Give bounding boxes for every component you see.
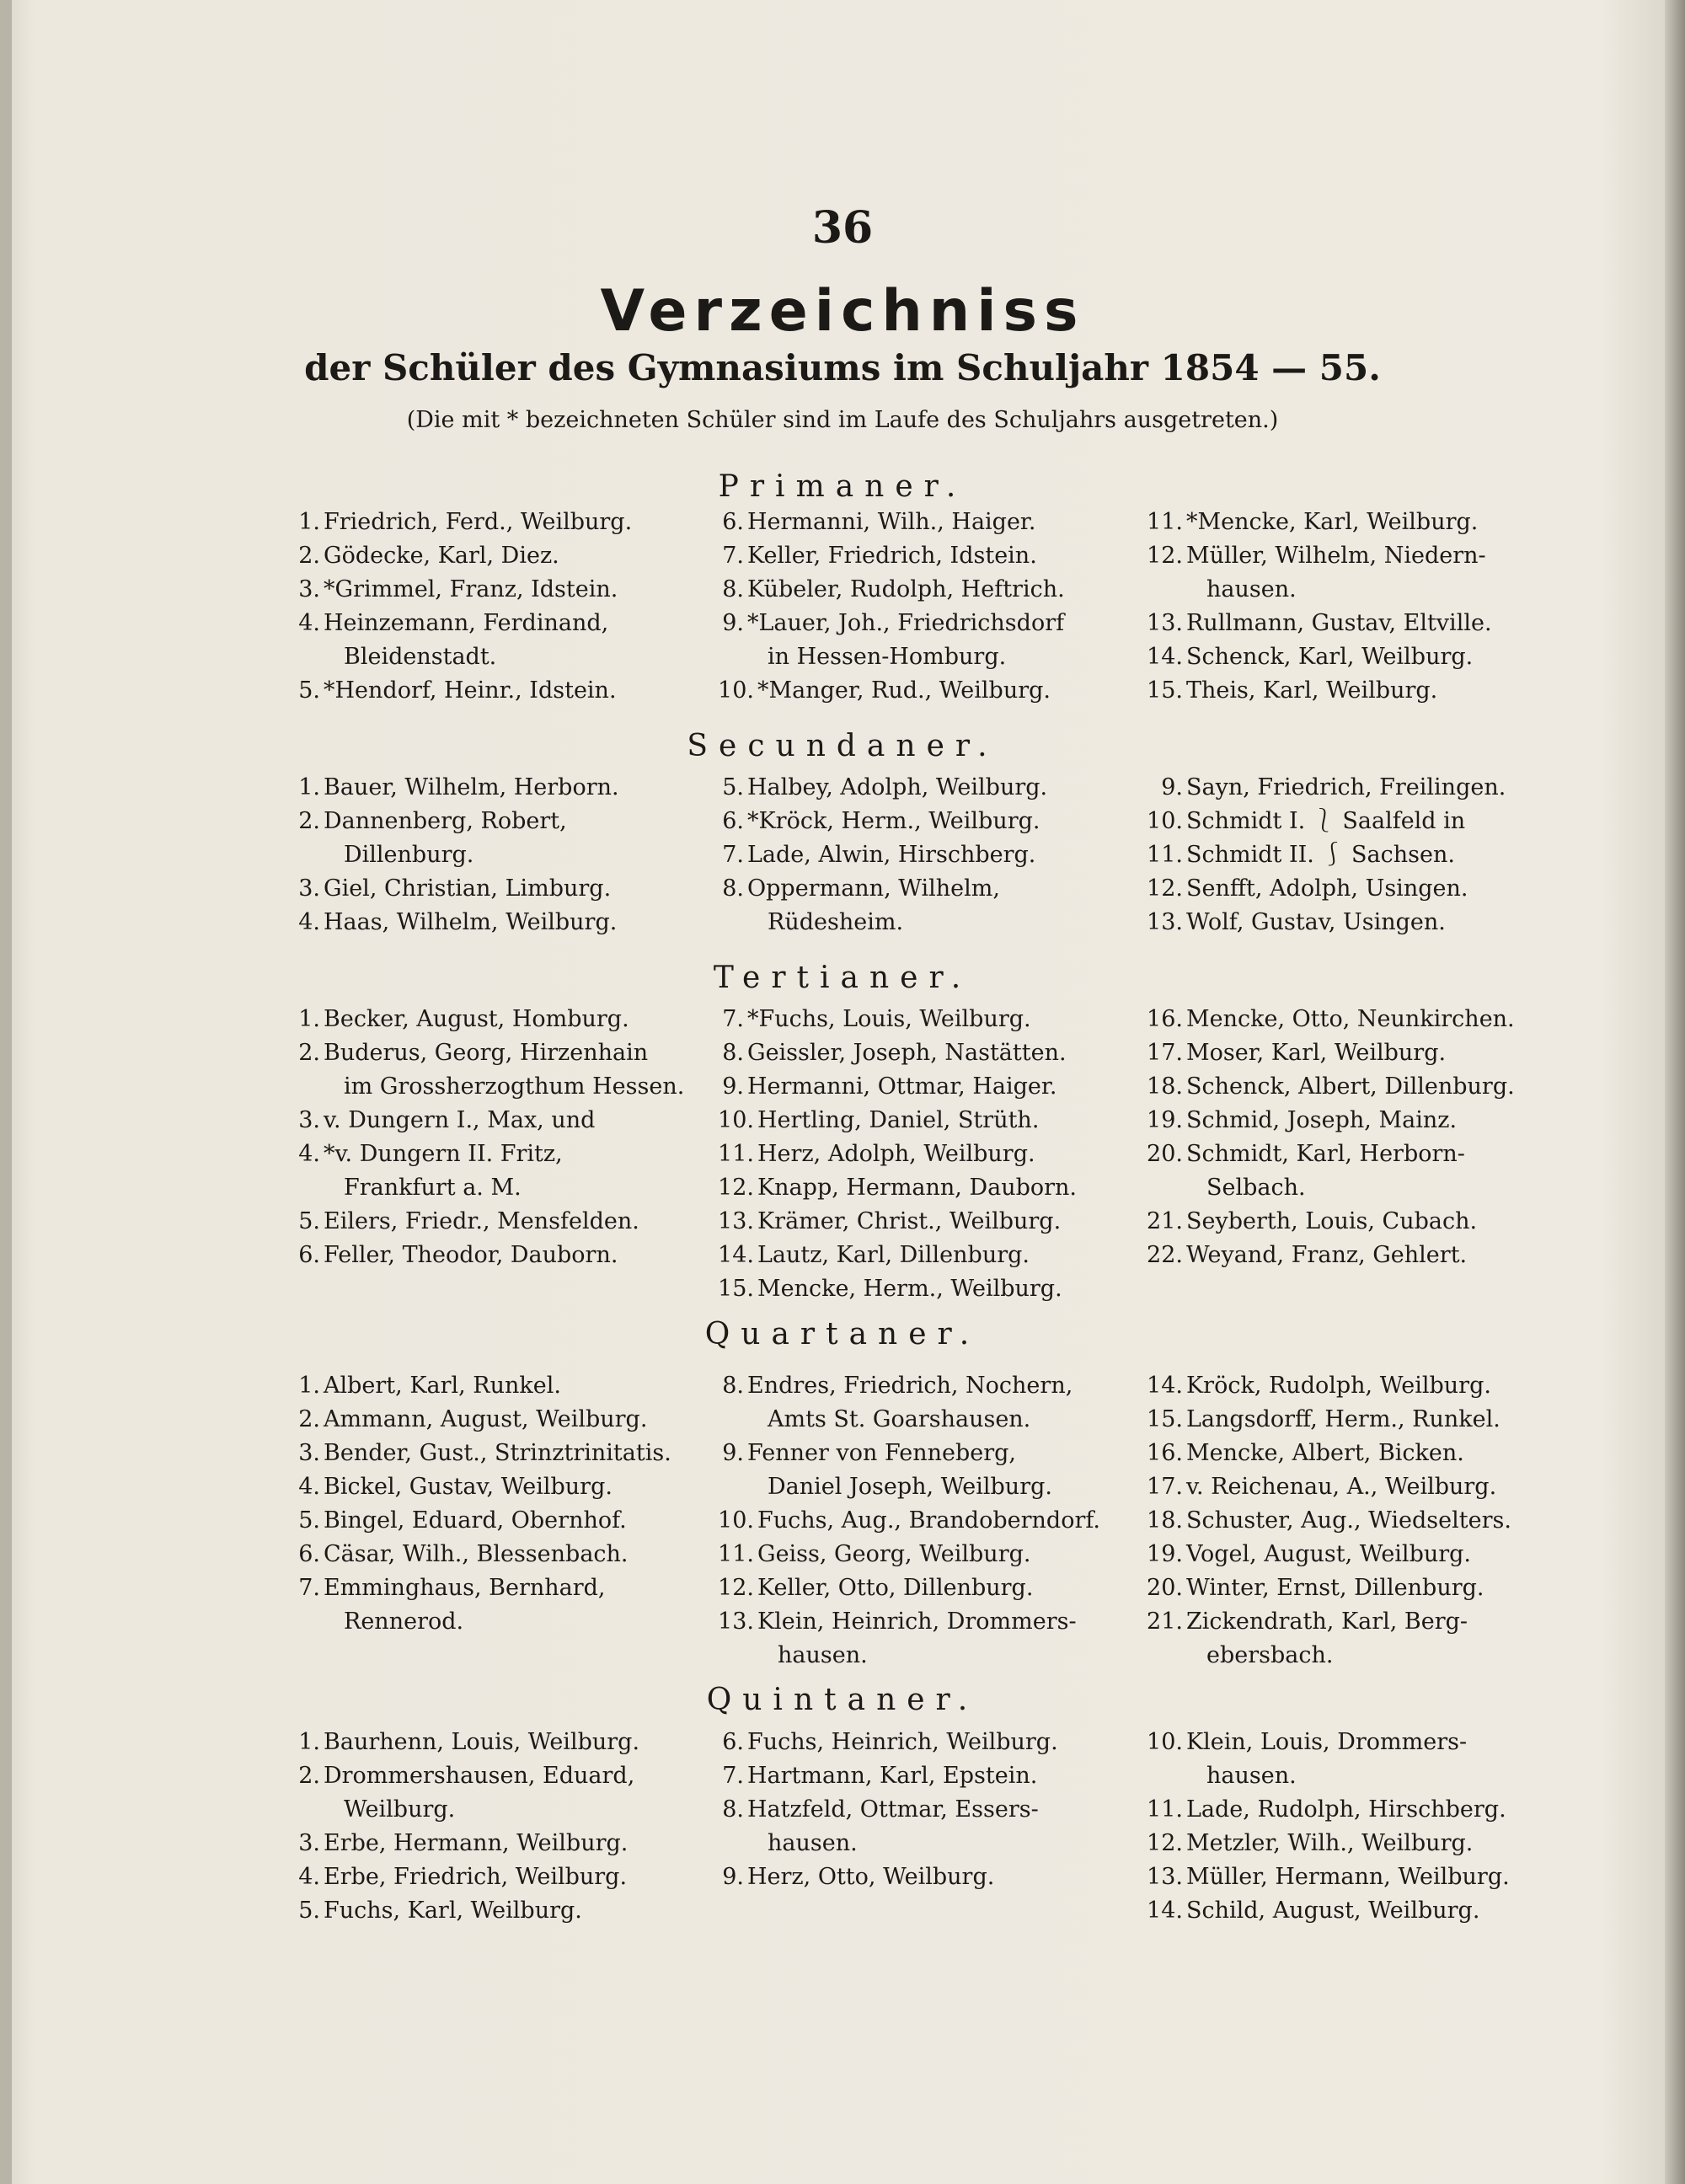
student-name: Schild, August, Weilburg. <box>1186 1898 1480 1924</box>
student-name: v. Reichenau, A., Weilburg. <box>1186 1474 1497 1500</box>
student-name: Theis, Karl, Weilburg. <box>1186 677 1438 704</box>
student-name: *Fuchs, Louis, Weilburg. <box>747 1006 1031 1032</box>
student-name: Lade, Rudolph, Hirschberg. <box>1186 1796 1506 1823</box>
student-name: Ammann, August, Weilburg. <box>324 1406 648 1432</box>
entry-number: 4. <box>298 610 320 636</box>
student-name: Cäsar, Wilh., Blessenbach. <box>324 1541 629 1567</box>
list-item <box>286 1571 758 1639</box>
student-column <box>710 506 1182 708</box>
student-name: Becker, August, Homburg. <box>324 1006 629 1032</box>
entry-number: 1. <box>298 1373 320 1399</box>
page-subtitle: der Schüler des Gymnasiums im Schuljahr 1854 — 55. <box>304 347 1381 388</box>
entry-number: 8. <box>722 576 744 602</box>
list-item <box>286 1138 758 1205</box>
page-number: 36 <box>811 202 874 254</box>
list-item <box>710 838 1182 872</box>
list-item <box>1137 1470 1609 1504</box>
entry-number: 12. <box>1147 1830 1183 1856</box>
list-item <box>710 573 1182 607</box>
entry-number: 14. <box>1147 1898 1183 1924</box>
entry-number: 12. <box>718 1175 754 1201</box>
student-name: Mencke, Herm., Weilburg. <box>757 1276 1062 1302</box>
list-item <box>710 1003 1182 1036</box>
list-item <box>710 1538 1182 1571</box>
student-name: Mencke, Otto, Neunkirchen. <box>1186 1006 1515 1032</box>
list-item <box>1137 1605 1609 1673</box>
entry-number: 9. <box>722 610 744 636</box>
entry-number: 2. <box>298 808 320 834</box>
entry-number: 12. <box>718 1575 754 1601</box>
entry-number: 4. <box>298 1474 320 1500</box>
entry-number: 6. <box>298 1541 320 1567</box>
entry-number: 14. <box>718 1242 754 1268</box>
student-name: Friedrich, Ferd., Weilburg. <box>324 509 633 535</box>
student-name: *Mencke, Karl, Weilburg. <box>1186 509 1479 535</box>
student-name: Weyand, Franz, Gehlert. <box>1186 1242 1468 1268</box>
student-name: Fenner von Fenneberg, <box>747 1440 1016 1466</box>
student-name: Baurhenn, Louis, Weilburg. <box>324 1729 640 1755</box>
student-name-continuation: Bleidenstadt. <box>344 644 497 670</box>
entry-number: 2. <box>298 1040 320 1066</box>
entry-number: 17. <box>1147 1474 1183 1500</box>
student-name: Fuchs, Karl, Weilburg. <box>324 1898 582 1924</box>
list-item <box>1137 1726 1609 1793</box>
list-item <box>1137 1538 1609 1571</box>
entry-number: 6. <box>722 808 744 834</box>
student-name: Herz, Otto, Weilburg. <box>747 1864 995 1890</box>
entry-number: 10. <box>1147 1729 1183 1755</box>
entry-number: 9. <box>1161 774 1183 800</box>
student-name: Bender, Gust., Strinztrinitatis. <box>324 1440 671 1466</box>
student-name: Moser, Karl, Weilburg. <box>1186 1040 1447 1066</box>
student-name: Klein, Heinrich, Drommers- <box>757 1609 1077 1635</box>
entry-number: 21. <box>1147 1609 1183 1635</box>
student-name-continuation: Weilburg. <box>344 1796 456 1823</box>
student-name: Kübeler, Rudolph, Heftrich. <box>747 576 1065 602</box>
student-name: Geiss, Georg, Weilburg. <box>757 1541 1031 1567</box>
student-name: *Manger, Rud., Weilburg. <box>757 677 1051 704</box>
entry-number: 2. <box>298 543 320 569</box>
list-item <box>286 1403 758 1437</box>
student-name: Lautz, Karl, Dillenburg. <box>757 1242 1030 1268</box>
list-item <box>1137 607 1609 640</box>
student-name-continuation: Rennerod. <box>344 1609 464 1635</box>
student-name-continuation: hausen. <box>778 1642 868 1668</box>
entry-number: 8. <box>722 1796 744 1823</box>
entry-number: 11. <box>718 1541 754 1567</box>
list-item <box>710 1437 1182 1504</box>
list-item <box>1137 1403 1609 1437</box>
list-item <box>286 1759 758 1827</box>
list-item <box>1137 1793 1609 1827</box>
list-item <box>286 872 758 906</box>
list-item <box>1137 771 1609 805</box>
student-column <box>1137 1369 1609 1673</box>
entry-number: 7. <box>722 842 744 868</box>
entry-number: 12. <box>1147 875 1183 902</box>
list-item <box>1137 1070 1609 1104</box>
student-name: Knapp, Hermann, Dauborn. <box>757 1175 1078 1201</box>
section-heading: Tertianer. <box>713 961 972 995</box>
student-column <box>286 1726 758 1928</box>
entry-number: 11. <box>718 1141 754 1167</box>
list-item <box>1137 1239 1609 1272</box>
student-name: Heinzemann, Ferdinand, <box>324 610 609 636</box>
student-name: Erbe, Hermann, Weilburg. <box>324 1830 629 1856</box>
student-column <box>1137 506 1609 708</box>
entry-number: 20. <box>1147 1575 1183 1601</box>
student-name-continuation: Rüdesheim. <box>768 909 904 935</box>
entry-number: 13. <box>718 1208 754 1234</box>
entry-number: 3. <box>298 1107 320 1133</box>
list-item <box>710 771 1182 805</box>
list-item <box>1137 872 1609 906</box>
entry-number: 3. <box>298 576 320 602</box>
list-item <box>710 1605 1182 1673</box>
student-column <box>1137 1726 1609 1928</box>
entry-number: 12. <box>1147 543 1183 569</box>
list-item <box>1137 1504 1609 1538</box>
list-item <box>1137 838 1609 872</box>
list-item <box>1137 1205 1609 1239</box>
student-name: *Hendorf, Heinr., Idstein. <box>324 677 617 704</box>
entry-number: 15. <box>1147 1406 1183 1432</box>
student-name: Endres, Friedrich, Nochern, <box>747 1373 1073 1399</box>
student-name-continuation: Frankfurt a. M. <box>344 1175 522 1201</box>
student-name: Schenck, Karl, Weilburg. <box>1186 644 1474 670</box>
entry-number: 16. <box>1147 1006 1183 1032</box>
student-name: *Kröck, Herm., Weilburg. <box>747 808 1040 834</box>
student-name-continuation: Daniel Joseph, Weilburg. <box>768 1474 1052 1500</box>
list-item <box>1137 1827 1609 1860</box>
student-name: Emminghaus, Bernhard, <box>324 1575 606 1601</box>
list-item <box>286 1036 758 1104</box>
list-item <box>710 1070 1182 1104</box>
list-item <box>710 1504 1182 1538</box>
list-item <box>286 607 758 674</box>
list-item <box>710 1171 1182 1205</box>
entry-number: 6. <box>298 1242 320 1268</box>
student-name: Schmidt I. ⎱ Saalfeld in <box>1186 808 1466 834</box>
list-item <box>710 539 1182 573</box>
student-name-continuation: Amts St. Goarshausen. <box>768 1406 1031 1432</box>
entry-number: 15. <box>1147 677 1183 704</box>
list-item <box>1137 1003 1609 1036</box>
list-item <box>1137 1104 1609 1138</box>
page-note: (Die mit * bezeichneten Schüler sind im Laufe des Schuljahrs ausgetreten.) <box>406 407 1279 433</box>
student-name: Bauer, Wilhelm, Herborn. <box>324 774 619 800</box>
list-item <box>286 1239 758 1272</box>
entry-number: 19. <box>1147 1541 1183 1567</box>
student-name: Herz, Adolph, Weilburg. <box>757 1141 1035 1167</box>
section-heading: Quartaner. <box>704 1317 981 1352</box>
section-heading: Primaner. <box>718 469 967 504</box>
list-item <box>286 1003 758 1036</box>
entry-number: 4. <box>298 1141 320 1167</box>
entry-number: 11. <box>1147 509 1183 535</box>
entry-number: 17. <box>1147 1040 1183 1066</box>
list-item <box>710 1726 1182 1759</box>
student-column <box>286 771 758 939</box>
student-column <box>710 1003 1182 1306</box>
list-item <box>1137 1437 1609 1470</box>
student-name: Erbe, Friedrich, Weilburg. <box>324 1864 628 1890</box>
entry-number: 9. <box>722 1864 744 1890</box>
student-name: Winter, Ernst, Dillenburg. <box>1186 1575 1484 1601</box>
entry-number: 13. <box>718 1609 754 1635</box>
entry-number: 1. <box>298 774 320 800</box>
list-item <box>286 1369 758 1403</box>
section-heading: Secundaner. <box>687 729 998 763</box>
list-item <box>1137 674 1609 708</box>
list-item <box>710 872 1182 939</box>
student-name: Keller, Otto, Dillenburg. <box>757 1575 1034 1601</box>
list-item <box>286 1726 758 1759</box>
list-item <box>1137 1571 1609 1605</box>
list-item <box>710 1239 1182 1272</box>
entry-number: 21. <box>1147 1208 1183 1234</box>
entry-number: 11. <box>1147 842 1183 868</box>
list-item <box>286 1205 758 1239</box>
student-name: Schmidt II. ⎰ Sachsen. <box>1186 842 1455 868</box>
student-column <box>1137 1003 1609 1272</box>
list-item <box>1137 1138 1609 1205</box>
entry-number: 10. <box>718 677 754 704</box>
entry-number: 15. <box>718 1276 754 1302</box>
list-item <box>1137 805 1609 838</box>
list-item <box>1137 1860 1609 1894</box>
list-item <box>286 539 758 573</box>
student-name: Keller, Friedrich, Idstein. <box>747 543 1037 569</box>
list-item <box>710 674 1182 708</box>
student-name: Schuster, Aug., Wiedselters. <box>1186 1507 1511 1534</box>
list-item <box>286 1860 758 1894</box>
entry-number: 5. <box>298 1507 320 1534</box>
entry-number: 13. <box>1147 909 1183 935</box>
list-item <box>1137 906 1609 939</box>
student-name: Klein, Louis, Drommers- <box>1186 1729 1468 1755</box>
student-name-continuation: ebersbach. <box>1206 1642 1334 1668</box>
student-name-continuation: Selbach. <box>1206 1175 1306 1201</box>
student-name-continuation: Dillenburg. <box>344 842 474 868</box>
list-item <box>1137 640 1609 674</box>
student-column <box>710 1726 1182 1894</box>
entry-number: 13. <box>1147 610 1183 636</box>
list-item <box>286 674 758 708</box>
entry-number: 9. <box>722 1073 744 1100</box>
student-name: Müller, Hermann, Weilburg. <box>1186 1864 1510 1890</box>
entry-number: 1. <box>298 1006 320 1032</box>
student-name: Drommershausen, Eduard, <box>324 1763 635 1789</box>
list-item <box>710 1759 1182 1793</box>
list-item <box>1137 1894 1609 1928</box>
student-name: Zickendrath, Karl, Berg- <box>1186 1609 1468 1635</box>
student-name: Hermanni, Wilh., Haiger. <box>747 509 1036 535</box>
entry-number: 2. <box>298 1406 320 1432</box>
list-item <box>286 1894 758 1928</box>
student-name: Hartmann, Karl, Epstein. <box>747 1763 1038 1789</box>
entry-number: 8. <box>722 1040 744 1066</box>
entry-number: 20. <box>1147 1141 1183 1167</box>
list-item <box>710 607 1182 674</box>
entry-number: 14. <box>1147 1373 1183 1399</box>
entry-number: 13. <box>1147 1864 1183 1890</box>
student-name-continuation: hausen. <box>1206 1763 1297 1789</box>
entry-number: 7. <box>722 543 744 569</box>
student-name: Albert, Karl, Runkel. <box>324 1373 561 1399</box>
student-name-continuation: hausen. <box>768 1830 858 1856</box>
list-item <box>1137 1036 1609 1070</box>
list-item <box>710 1272 1182 1306</box>
list-item <box>710 1138 1182 1171</box>
entry-number: 14. <box>1147 644 1183 670</box>
list-item <box>710 1571 1182 1605</box>
student-name: Metzler, Wilh., Weilburg. <box>1186 1830 1474 1856</box>
student-column <box>286 506 758 708</box>
entry-number: 5. <box>298 1898 320 1924</box>
student-name: Lade, Alwin, Hirschberg. <box>747 842 1036 868</box>
student-name: Müller, Wilhelm, Niedern- <box>1186 543 1486 569</box>
student-column <box>1137 771 1609 939</box>
list-item <box>710 1793 1182 1860</box>
page-title: Verzeichniss <box>600 278 1085 345</box>
student-name: Hermanni, Ottmar, Haiger. <box>747 1073 1057 1100</box>
list-item <box>710 1369 1182 1437</box>
student-name: Haas, Wilhelm, Weilburg. <box>324 909 618 935</box>
student-column <box>710 771 1182 939</box>
student-name: Krämer, Christ., Weilburg. <box>757 1208 1062 1234</box>
student-column <box>710 1369 1182 1673</box>
student-name: Oppermann, Wilhelm, <box>747 875 1000 902</box>
student-name: Bickel, Gustav, Weilburg. <box>324 1474 612 1500</box>
entry-number: 8. <box>722 1373 744 1399</box>
section-heading: Quintaner. <box>706 1683 979 1717</box>
list-item <box>286 1504 758 1538</box>
student-name: Halbey, Adolph, Weilburg. <box>747 774 1048 800</box>
entry-number: 3. <box>298 1440 320 1466</box>
list-item <box>710 805 1182 838</box>
list-item <box>286 1437 758 1470</box>
list-item <box>710 1205 1182 1239</box>
entry-number: 3. <box>298 875 320 902</box>
student-name: Langsdorff, Herm., Runkel. <box>1186 1406 1500 1432</box>
student-name-continuation: hausen. <box>1206 576 1297 602</box>
student-name: Geissler, Joseph, Nastätten. <box>747 1040 1067 1066</box>
student-name: Hertling, Daniel, Strüth. <box>757 1107 1040 1133</box>
list-item <box>1137 1369 1609 1403</box>
entry-number: 5. <box>298 677 320 704</box>
entry-number: 1. <box>298 509 320 535</box>
entry-number: 22. <box>1147 1242 1183 1268</box>
student-name: Feller, Theodor, Dauborn. <box>324 1242 618 1268</box>
entry-number: 1. <box>298 1729 320 1755</box>
student-name: Fuchs, Heinrich, Weilburg. <box>747 1729 1058 1755</box>
list-item <box>286 1538 758 1571</box>
entry-number: 7. <box>722 1006 744 1032</box>
entry-number: 4. <box>298 1864 320 1890</box>
entry-number: 5. <box>298 1208 320 1234</box>
entry-number: 18. <box>1147 1507 1183 1534</box>
entry-number: 16. <box>1147 1440 1183 1466</box>
list-item <box>710 1036 1182 1070</box>
student-column <box>286 1369 758 1639</box>
list-item <box>286 1470 758 1504</box>
student-name-continuation: im Grossherzogthum Hessen. <box>344 1073 685 1100</box>
entry-number: 18. <box>1147 1073 1183 1100</box>
entry-number: 4. <box>298 909 320 935</box>
student-name: *Lauer, Joh., Friedrichsdorf <box>747 610 1065 636</box>
entry-number: 9. <box>722 1440 744 1466</box>
list-item <box>286 573 758 607</box>
list-item <box>286 1827 758 1860</box>
student-name: v. Dungern I., Max, und <box>324 1107 596 1133</box>
list-item <box>1137 539 1609 607</box>
student-name: Schmidt, Karl, Herborn- <box>1186 1141 1465 1167</box>
entry-number: 6. <box>722 1729 744 1755</box>
student-name: *v. Dungern II. Fritz, <box>324 1141 563 1167</box>
student-name: Vogel, August, Weilburg. <box>1186 1541 1472 1567</box>
list-item <box>710 506 1182 539</box>
entry-number: 7. <box>722 1763 744 1789</box>
entry-number: 19. <box>1147 1107 1183 1133</box>
entry-number: 2. <box>298 1763 320 1789</box>
list-item <box>710 1860 1182 1894</box>
entry-number: 5. <box>722 774 744 800</box>
entry-number: 10. <box>718 1107 754 1133</box>
student-name: Sayn, Friedrich, Freilingen. <box>1186 774 1506 800</box>
student-name: Gödecke, Karl, Diez. <box>324 543 559 569</box>
student-name: Dannenberg, Robert, <box>324 808 567 834</box>
student-name: Buderus, Georg, Hirzenhain <box>324 1040 649 1066</box>
student-name: Hatzfeld, Ottmar, Essers- <box>747 1796 1039 1823</box>
student-name: Eilers, Friedr., Mensfelden. <box>324 1208 639 1234</box>
entry-number: 6. <box>722 509 744 535</box>
student-column <box>286 1003 758 1272</box>
list-item <box>286 805 758 872</box>
student-name: Senfft, Adolph, Usingen. <box>1186 875 1468 902</box>
entry-number: 10. <box>1147 808 1183 834</box>
student-name: Kröck, Rudolph, Weilburg. <box>1186 1373 1491 1399</box>
student-name: Wolf, Gustav, Usingen. <box>1186 909 1446 935</box>
student-name: Schenck, Albert, Dillenburg. <box>1186 1073 1515 1100</box>
student-name: Schmid, Joseph, Mainz. <box>1186 1107 1458 1133</box>
student-name-continuation: in Hessen-Homburg. <box>768 644 1007 670</box>
student-name: *Grimmel, Franz, Idstein. <box>324 576 618 602</box>
list-item <box>286 906 758 939</box>
entry-number: 7. <box>298 1575 320 1601</box>
list-item <box>710 1104 1182 1138</box>
student-name: Seyberth, Louis, Cubach. <box>1186 1208 1478 1234</box>
student-name: Bingel, Eduard, Obernhof. <box>324 1507 627 1534</box>
entry-number: 3. <box>298 1830 320 1856</box>
student-name: Fuchs, Aug., Brandoberndorf. <box>757 1507 1100 1534</box>
entry-number: 10. <box>718 1507 754 1534</box>
entry-number: 8. <box>722 875 744 902</box>
student-name: Mencke, Albert, Bicken. <box>1186 1440 1464 1466</box>
student-name: Rullmann, Gustav, Eltville. <box>1186 610 1492 636</box>
entry-number: 11. <box>1147 1796 1183 1823</box>
list-item <box>286 506 758 539</box>
list-item <box>286 1104 758 1138</box>
list-item <box>286 771 758 805</box>
student-name: Giel, Christian, Limburg. <box>324 875 612 902</box>
list-item <box>1137 506 1609 539</box>
